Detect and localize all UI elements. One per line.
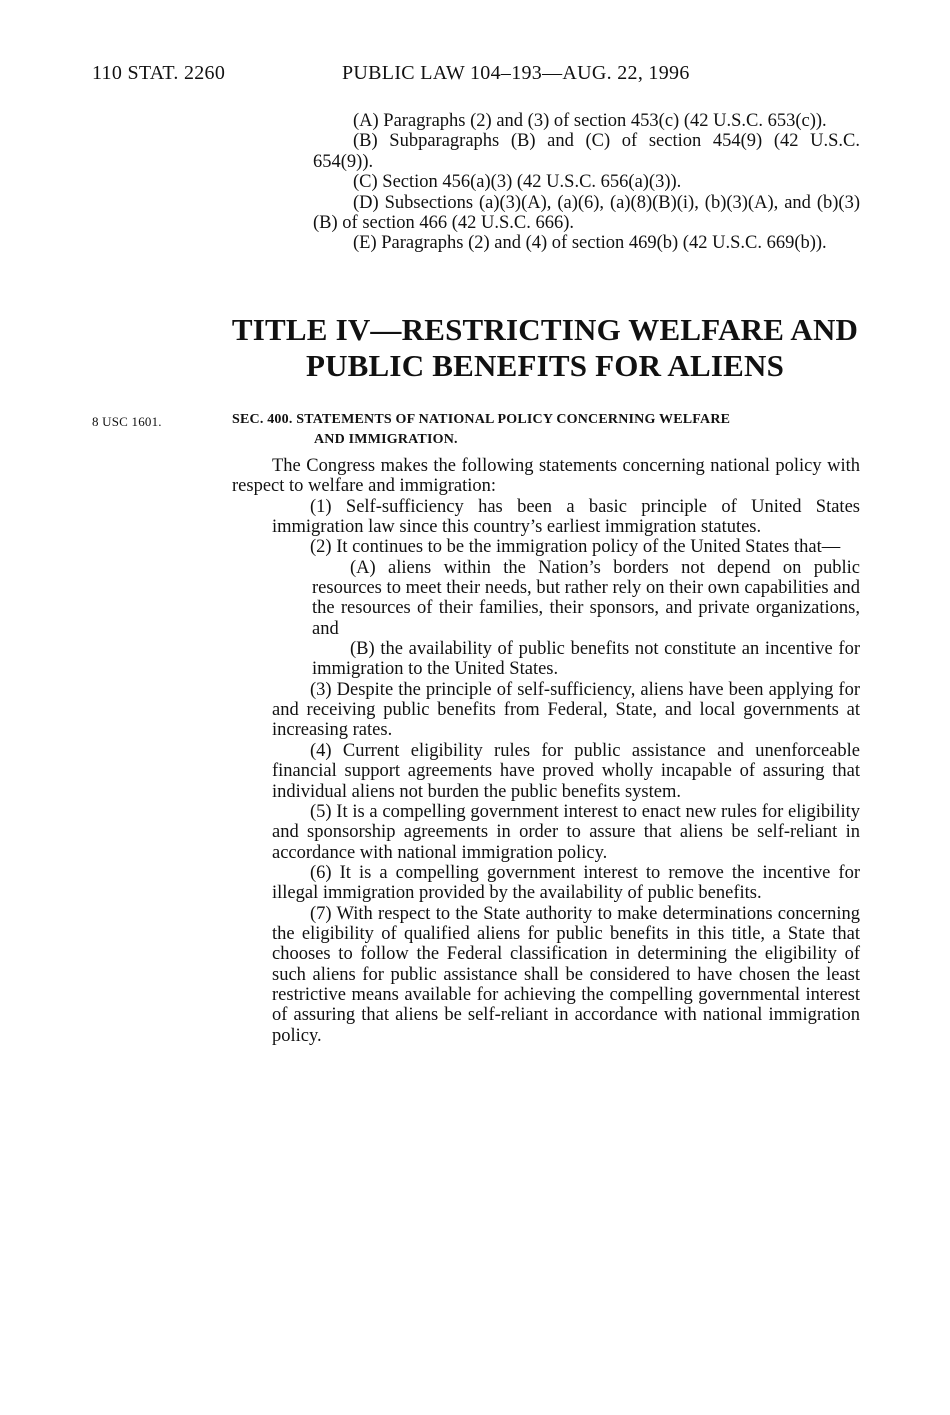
title-line-1: TITLE IV—RESTRICTING WELFARE AND: [231, 312, 859, 347]
title-heading: [230, 312, 860, 384]
section-intro: The Congress makes the following statements concerning national policy with respect to welfare and immigration:: [232, 456, 860, 497]
subparagraph-2a: (A) aliens within the Nation’s borders not depend on public resources to meet their needs, but rather rely on their own capabilities and the resources of their families, their sponsors, and private organizations, and: [312, 557, 860, 639]
section-heading-line-2: AND IMMIGRATION.: [314, 432, 458, 447]
paragraph-6: (6) It is a compelling government interest to remove the incentive for illegal immigration provided by the availability of public benefits.: [272, 862, 860, 904]
section-heading-line-1: SEC. 400. STATEMENTS OF NATIONAL POLICY CONCERNING WELFARE: [232, 412, 731, 427]
title-line-2: PUBLIC BENEFITS FOR ALIENS: [305, 348, 785, 383]
paragraph-2: (2) It continues to be the immigration policy of the United States that—: [310, 537, 841, 558]
repealed-provisions-list: [313, 111, 860, 254]
paragraph-5: (5) It is a compelling government interest to enact new rules for eligibility and sponsorship agreements in order to assure that aliens be self-reliant in accordance with national immigration policy.: [272, 801, 860, 863]
paragraph-3: (3) Despite the principle of self-sufficiency, aliens have been applying for and receiving public benefits from Federal, State, and local governments at increasing rates.: [272, 679, 860, 741]
paragraph-7: (7) With respect to the State authority to make determinations concerning the eligibility of qualified aliens for public benefits in this title, a State that chooses to follow the Federal classification in determining the eligibility of such aliens for public assistance shall be considered to have chosen the least restrictive means available for achieving the compelling governmental interest of assuring that aliens be self-reliant in accordance with national immigration policy.: [272, 903, 860, 1046]
usc-margin-citation: 8 USC 1601.: [92, 414, 162, 429]
paragraph-1: (1) Self-sufficiency has been a basic principle of United States immigration law since this country’s earliest immigration statutes.: [272, 496, 860, 538]
list-item: (E) Paragraphs (2) and (4) of section 469(b) (42 U.S.C. 669(b)).: [353, 233, 827, 254]
list-item: (D) Subsections (a)(3)(A), (a)(6), (a)(8)(B)(i), (b)(3)(A), and (b)(3)(B) of section 466 (42 U.S.C. 666).: [313, 192, 860, 234]
list-item: (B) Subparagraphs (B) and (C) of section 454(9) (42 U.S.C. 654(9)).: [313, 131, 860, 172]
section-body: [232, 456, 860, 1046]
public-law-citation: PUBLIC LAW 104–193—AUG. 22, 1996: [342, 62, 690, 84]
subparagraph-2b: (B) the availability of public benefits not constitute an incentive for immigration to the United States.: [312, 639, 860, 680]
statute-page-number: 110 STAT. 2260: [92, 62, 226, 84]
list-item: (C) Section 456(a)(3) (42 U.S.C. 656(a)(3)).: [353, 172, 682, 193]
list-item: (A) Paragraphs (2) and (3) of section 453(c) (42 U.S.C. 653(c)).: [353, 111, 827, 131]
section-heading: [232, 410, 860, 450]
paragraph-4: (4) Current eligibility rules for public assistance and unenforceable financial support agreements have proved wholly incapable of assuring that individual aliens not burden the public benefits system.: [272, 740, 860, 802]
